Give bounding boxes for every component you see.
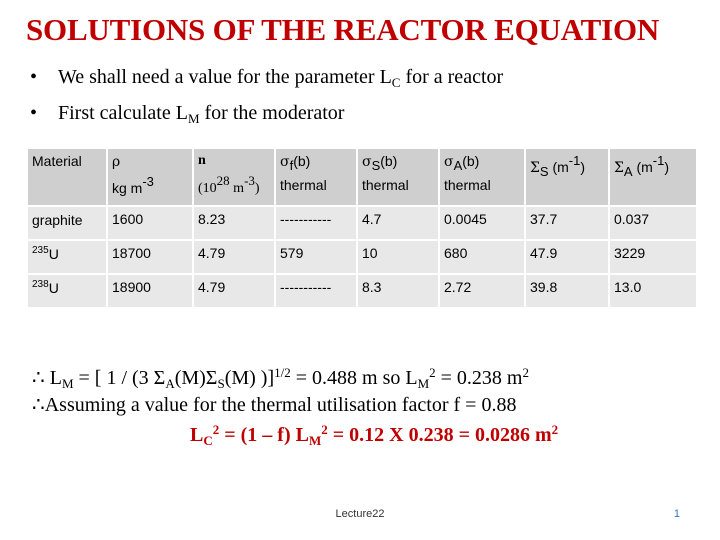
bullet-text-tail: for a reactor [400,66,504,88]
cell-macro-scatter: 37.7 [525,206,609,240]
header-number-density: n ($10^{28}$ $m^{-3}$) [193,148,275,206]
cell-sigma-absorption: 680 [439,240,525,274]
cell-macro-absorption: 0.037 [609,206,697,240]
cell-sigma-absorption: 2.72 [439,274,525,308]
cell-sigma-fission: 579 [275,240,357,274]
bullet-item [30,98,700,134]
cell-sigma-fission: ----------- [275,274,357,308]
table-row [27,240,697,274]
bullet-marker: • [30,102,38,124]
header-macro-absorption: $\Sigma_A$ $(m^{-1})$ [609,148,697,206]
bullet-item [30,62,700,98]
cell-number-density: 8.23 [193,206,275,240]
cell-sigma-scatter: 4.7 [357,206,439,240]
slide-title: SOLUTIONS OF THE REACTOR EQUATION [26,12,660,47]
table-row [27,206,697,240]
header-sigma-fission: $\sigma_f(b)$ thermal [275,148,357,206]
table-row [27,274,697,308]
header-macro-scatter: $\Sigma_S$ $(m^{-1})$ [525,148,609,206]
bullet-text-tail: for the moderator [199,102,345,124]
bullet-subscript: M [187,111,200,126]
cell-material: $^{238}$U [27,274,107,308]
cell-number-density: 4.79 [193,274,275,308]
table-header-row [27,148,697,206]
cell-sigma-absorption: 0.0045 [439,206,525,240]
cell-density: 18900 [107,274,193,308]
header-material: Material [27,148,107,206]
cell-macro-absorption: 13.0 [609,274,697,308]
header-sigma-absorption: $\sigma_A(b)$ thermal [439,148,525,206]
cell-density: 1600 [107,206,193,240]
cell-density: 18700 [107,240,193,274]
bullet-subscript: C [391,75,401,90]
equation-result: $L_C^2 = (1 - f) L_M^2 = 0.12$ X 0.238 = 0.0286 $m^2$ [190,422,559,448]
cell-material: graphite [27,206,107,240]
equation-assumption: ∴Assuming a value for the thermal utilisation factor f = 0.88 [32,394,517,416]
cell-macro-scatter: 39.8 [525,274,609,308]
cell-number-density: 4.79 [193,240,275,274]
header-density: ρ kg $m^{-3}$ [107,148,193,206]
cell-macro-scatter: 47.9 [525,240,609,274]
cell-material: $^{235}$U [27,240,107,274]
slide-page-number: 1 [673,508,680,520]
equation-diffusion-length: ∴ $L_M$ = [ 1 / (3 $\Sigma_A(M)\Sigma_S(M) )]^{1/2} = 0.488$ m so $L_M^2 = 0.238$ $m^2$ [32,365,529,391]
bullet-list [30,62,700,134]
material-properties-table [26,147,698,309]
bullet-marker: • [30,66,38,88]
footer-lecture-label: Lecture22 [335,508,385,520]
cell-macro-absorption: 3229 [609,240,697,274]
cell-sigma-fission: ----------- [275,206,357,240]
cell-sigma-scatter: 8.3 [357,274,439,308]
bullet-text: First calculate L [58,102,188,124]
header-sigma-scatter: $\sigma_S(b)$ thermal [357,148,439,206]
cell-sigma-scatter: 10 [357,240,439,274]
bullet-text: We shall need a value for the parameter L [58,66,392,88]
